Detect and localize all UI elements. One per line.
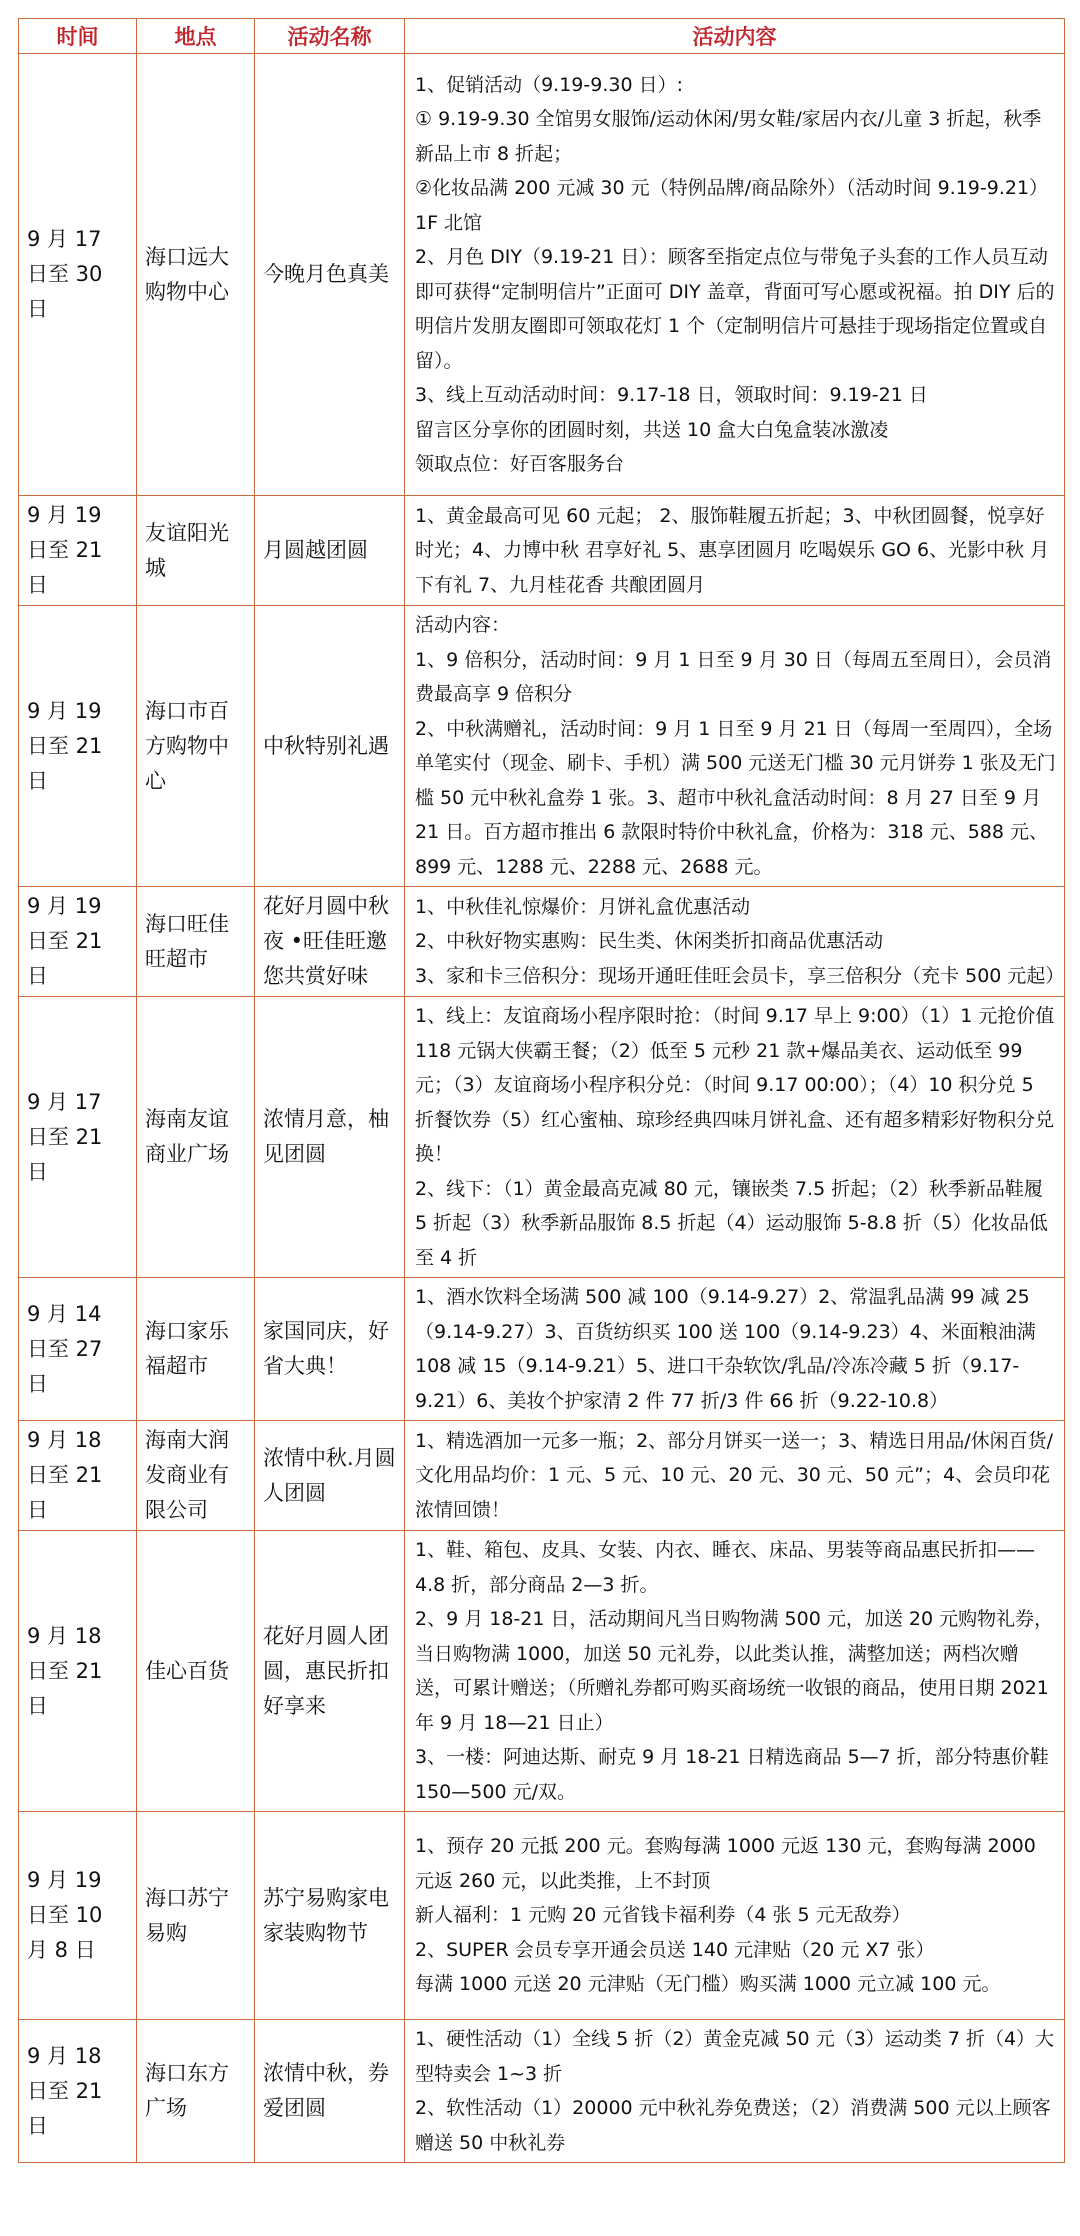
activity-content-cell [405,1421,1065,1531]
table-row [19,1812,1065,2020]
content-line: 领取点位：好百客服务台 [415,453,625,475]
content-line: 1、9 倍积分，活动时间：9 月 1 日至 9 月 30 日（每周五至周日），会员消费最高享 9 倍积分 [415,648,1052,705]
content-line: ① 9.19-9.30 全馆男女服饰/运动休闲/男女鞋/家居内衣/儿童 3 折起，秋季新品上市 8 折起； [415,108,1042,165]
time-cell: 9 月 17 日至 21 日 [19,997,137,1278]
activity-name-cell: 中秋特别礼遇 [255,606,405,887]
activity-content-cell [405,887,1065,997]
content-line: 1、黄金最高可见 60 元起； 2、服饰鞋履五折起；3、中秋团圆餐，悦享好时光；4、力博中秋 君享好礼 5、惠享团圆月 吃喝娱乐 GO 6、光影中秋 月下有礼 7、九月桂花香 共酿团圆月 [415,504,1050,596]
table-row [19,1531,1065,1812]
place-cell: 友谊阳光城 [137,496,255,606]
content-line: 1、预存 20 元抵 200 元。套购每满 1000 元返 130 元，套购每满 2000 元返 260 元，以此类推，上不封顶 [415,1835,1036,1892]
content-line: 2、中秋好物实惠购：民生类、休闲类折扣商品优惠活动 [415,930,884,953]
table-row [19,1278,1065,1421]
content-line: 新人福利：1 元购 20 元省钱卡福利券（4 张 5 元无敌券） [415,1904,911,1927]
promotion-table [18,18,1065,2163]
content-line: 1、酒水饮料全场满 500 减 100（9.14-9.27）2、常温乳品满 99 减 25（9.14-9.27）3、百货纺织买 100 送 100（9.14-9.23）4、米面粮油满 108 减 15（9.14-9.21）5、进口干杂软饮/乳品/冷冻冷藏 5 折（9.17-9.21）6、美妆个护家清 2 件 77 折/3 件 66 折（9.22-10.8） [415,1286,1036,1412]
activity-content-cell [405,496,1065,606]
content-line: 活动内容： [415,614,511,636]
content-line: 1、线上：友谊商场小程序限时抢：（时间 9.17 早上 9:00）（1）1 元抢价值 118 元锅大侠霸王餐；（2）低至 5 元秒 21 款+爆品美衣、运动低至 99 元；（3）友谊商场小程序积分兑：（时间 9.17 00:00）；（4）10 积分兑 5 折餐饮券（5）红心蜜柚、琼珍经典四味月饼礼盒、还有超多精彩好物积分兑换！ [415,1005,1055,1165]
content-line: 1、鞋、箱包、皮具、女装、内衣、睡衣、床品、男装等商品惠民折扣——4.8 折，部分商品 2—3 折。 [415,1539,1036,1596]
activity-content-cell [405,54,1065,496]
content-line: 1、硬性活动（1）全线 5 折（2）黄金克减 50 元（3）运动类 7 折（4）大型特卖会 1~3 折 [415,2028,1055,2085]
activity-content-cell [405,997,1065,1278]
activity-content-cell [405,2020,1065,2163]
table-row [19,496,1065,606]
activity-name-cell: 苏宁易购家电家装购物节 [255,1812,405,2020]
table-row [19,54,1065,496]
table-row [19,2020,1065,2163]
content-line: 2、中秋满赠礼，活动时间：9 月 1 日至 9 月 21 日（每周一至周四），全场单笔实付（现金、刷卡、手机）满 500 元送无门槛 30 元月饼券 1 张及无门槛 50 元中秋礼盒券 1 张。3、超市中秋礼盒活动时间：8 月 27 日至 9 月 21 日。百方超市推出 6 款限时特价中秋礼盒，价格为：318 元、588 元、899 元、1288 元、2288 元、2688 元。 [415,717,1056,878]
place-cell: 海南友谊商业广场 [137,997,255,1278]
content-line: 2、软性活动（1）20000 元中秋礼券免费送；（2）消费满 500 元以上顾客赠送 50 中秋礼券 [415,2097,1051,2154]
content-line: 1、精选酒加一元多一瓶；2、部分月饼买一送一；3、精选日用品/休闲百货/文化用品均价：1 元、5 元、10 元、20 元、30 元、50 元”；4、会员印花浓情回馈！ [415,1429,1054,1521]
place-cell: 海口东方广场 [137,2020,255,2163]
activity-name-cell: 花好月圆人团圆，惠民折扣好享来 [255,1531,405,1812]
content-line: 1、促销活动（9.19-9.30 日）: [415,73,683,96]
table-body [19,54,1065,2163]
time-cell: 9 月 18 日至 21 日 [19,1531,137,1812]
table-row [19,1421,1065,1531]
activity-name-cell: 浓情中秋，券爱团圆 [255,2020,405,2163]
time-cell: 9 月 19 日至 21 日 [19,606,137,887]
activity-content-cell [405,1812,1065,2020]
activity-name-cell: 浓情中秋.月圆人团圆 [255,1421,405,1531]
activity-name-cell: 月圆越团圆 [255,496,405,606]
activity-name-cell: 浓情月意，柚见团圆 [255,997,405,1278]
table-row [19,887,1065,997]
activity-name-cell: 今晚月色真美 [255,54,405,496]
content-line: 2、SUPER 会员专享开通会员送 140 元津贴（20 元 X7 张） [415,1938,935,1961]
place-cell: 海口苏宁易购 [137,1812,255,2020]
activity-content-cell [405,606,1065,887]
content-line: 2、9 月 18-21 日，活动期间凡当日购物满 500 元，加送 20 元购物礼券，当日购物满 1000，加送 50 元礼券，以此类认推，满整加送；两档次赠送，可累计赠送；（所赠礼券都可购买商场统一收银的商品，使用日期 2021 年 9 月 18—21 日止） [415,1608,1054,1734]
content-line: 3、一楼：阿迪达斯、耐克 9 月 18-21 日精选商品 5—7 折，部分特惠价鞋 150—500 元/双。 [415,1746,1049,1803]
content-line: 1、中秋佳礼惊爆价：月饼礼盒优惠活动 [415,895,751,918]
content-line: ②化妆品满 200 元减 30 元（特例品牌/商品除外）（活动时间 9.19-9.21） 1F 北馆 [415,177,1049,234]
place-cell: 佳心百货 [137,1531,255,1812]
time-cell: 9 月 14 日至 27 日 [19,1278,137,1421]
activity-content-cell [405,1531,1065,1812]
time-cell: 9 月 19 日至 21 日 [19,887,137,997]
table-header-row [19,19,1065,54]
content-line: 2、线下：（1）黄金最高克减 80 元，镶嵌类 7.5 折起；（2）秋季新品鞋履 5 折起（3）秋季新品服饰 8.5 折起（4）运动服饰 5-8.8 折（5）化妆品低至 4 折 [415,1177,1048,1269]
time-cell: 9 月 17 日至 30 日 [19,54,137,496]
header-activity-name: 活动名称 [255,19,405,54]
table-row [19,606,1065,887]
header-time: 时间 [19,19,137,54]
promotion-table-container [18,18,1064,2163]
activity-name-cell: 家国同庆，好省大典！ [255,1278,405,1421]
place-cell: 海口市百方购物中心 [137,606,255,887]
header-activity-content: 活动内容 [405,19,1065,54]
content-line: 留言区分享你的团圆时刻，共送 10 盒大白兔盒装冰激凌 [415,418,889,441]
content-line: 每满 1000 元送 20 元津贴（无门槛）购买满 1000 元立减 100 元。 [415,1973,1001,1996]
place-cell: 海口远大购物中心 [137,54,255,496]
header-place: 地点 [137,19,255,54]
content-line: 3、线上互动活动时间：9.17-18 日，领取时间：9.19-21 日 [415,384,928,406]
place-cell: 海口旺佳旺超市 [137,887,255,997]
time-cell: 9 月 18 日至 21 日 [19,2020,137,2163]
table-row [19,997,1065,1278]
activity-name-cell: 花好月圆中秋夜 •旺佳旺邀您共赏好味 [255,887,405,997]
activity-content-cell [405,1278,1065,1421]
time-cell: 9 月 19 日至 21 日 [19,496,137,606]
content-line: 3、家和卡三倍积分：现场开通旺佳旺会员卡，享三倍积分（充卡 500 元起） [415,964,1065,987]
time-cell: 9 月 19 日至 10 月 8 日 [19,1812,137,2020]
place-cell: 海口家乐福超市 [137,1278,255,1421]
content-line: 2、月色 DIY（9.19-21 日）：顾客至指定点位与带兔子头套的工作人员互动即可获得“定制明信片”正面可 DIY 盖章，背面可写心愿或祝福。拍 DIY 后的明信片发朋友圈即可领取花灯 1 个（定制明信片可悬挂于现场指定位置或自留）。 [415,246,1055,372]
time-cell: 9 月 18 日至 21 日 [19,1421,137,1531]
place-cell: 海南大润发商业有限公司 [137,1421,255,1531]
